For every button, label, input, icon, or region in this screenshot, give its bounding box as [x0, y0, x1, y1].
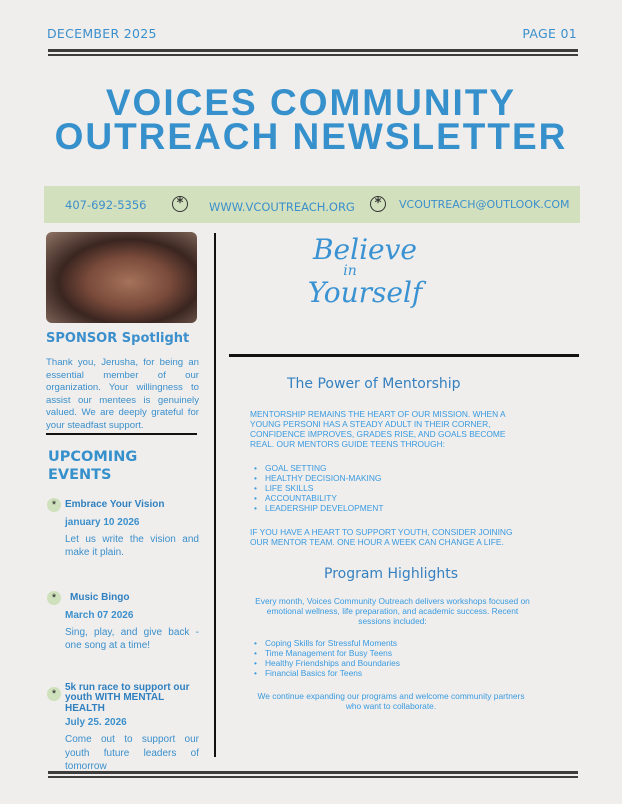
programs-intro: Every month, Voices Community Outreach delivers workshops focused on emotional wellness, life preparation, and academic success. Recent sessions included: — [255, 596, 530, 626]
event-date: january 10 2026 — [65, 516, 140, 528]
list-item: • Healthy Friendships and Boundaries — [250, 658, 535, 668]
mentorship-list — [250, 463, 535, 513]
mentorship-outro: IF YOU HAVE A HEART TO SUPPORT YOUTH, CONSIDER JOINING OUR MENTOR TEAM. ONE HOUR A WEEK CAN CHANGE A LIFE. — [250, 527, 513, 547]
sponsor-heading: SPONSOR Spotlight — [46, 331, 190, 346]
programs-list — [250, 638, 535, 678]
top-divider — [48, 49, 578, 56]
mentorship-intro: MENTORSHIP REMAINS THE HEART OF OUR MISSION. WHEN A YOUNG PERSONI HAS A STEADY ADULT IN THEIR CORNER, CONFIDENCE IMPROVES, GRADES RISE, AND GOALS BECOME REAL. OUR MENTORS GUIDE TEENS THROUGH: — [250, 409, 506, 449]
list-item: • Financial Basics for Teens — [250, 668, 535, 678]
asterisk-icon: * — [47, 687, 61, 701]
phone: 407-692-5356 — [65, 198, 147, 212]
event-title: Music Bingo — [70, 591, 130, 603]
title-line-1: VOICES COMMUNITY — [105, 82, 517, 123]
event-item — [46, 683, 199, 774]
title-line-2: OUTREACH NEWSLETTER — [54, 116, 568, 157]
list-item: • Time Management for Busy Teens — [250, 648, 535, 658]
event-item — [46, 499, 199, 560]
bottom-divider — [48, 771, 578, 778]
event-title: Embrace Your Vision — [65, 498, 165, 510]
section-divider — [229, 354, 579, 357]
newsletter-title — [0, 82, 622, 157]
list-item: • HEALTHY DECISION-MAKING — [250, 473, 535, 483]
programs-heading: Program Highlights — [324, 566, 459, 582]
script-line-3: Yourself — [307, 276, 423, 309]
contact-band — [44, 186, 580, 223]
asterisk-icon: * — [47, 591, 61, 605]
mentorship-heading: The Power of Mentorship — [287, 376, 461, 392]
right-column — [250, 376, 535, 711]
list-item: • Coping Skills for Stressful Moments — [250, 638, 535, 648]
asterisk-icon: * — [47, 498, 61, 512]
email-link[interactable]: VCOUTREACH@OUTLOOK.COM — [399, 198, 570, 211]
script-line-2: in — [343, 263, 357, 279]
list-item: • LEADERSHIP DEVELOPMENT — [250, 503, 535, 513]
event-date: March 07 2026 — [65, 609, 134, 621]
column-divider — [214, 233, 216, 757]
sponsor-divider — [46, 433, 197, 435]
issue-date: DECEMBER 2025 — [47, 26, 157, 41]
programs-outro: We continue expanding our programs and welcome community partners who want to collaborate. — [257, 691, 525, 711]
believe-script — [300, 233, 440, 309]
event-desc: Let us write the vision and make it plain. — [65, 533, 199, 559]
script-line-1: Believe — [312, 233, 417, 266]
left-column — [46, 331, 199, 774]
asterisk-icon: * — [172, 196, 188, 212]
event-item — [46, 592, 199, 653]
event-date: July 25. 2026 — [65, 717, 127, 729]
event-title: 5k run race to support our youth WITH MENTAL HEALTH — [65, 681, 190, 714]
list-item: • GOAL SETTING — [250, 463, 535, 473]
page-number: PAGE 01 — [522, 26, 577, 41]
asterisk-icon: * — [370, 196, 386, 212]
event-desc: Sing, play, and give back - one song at a time! — [65, 626, 199, 652]
sponsor-photo — [46, 232, 197, 323]
event-desc: Come out to support our youth future leaders of tomorrow — [65, 734, 199, 773]
sponsor-text: Thank you, Jerusha, for being an essential member of our organization. Your willingness to assist our mentees is genuinely valued. We are deeply grateful for your steadfast support. — [46, 357, 199, 431]
events-heading: UPCOMING EVENTS — [48, 448, 138, 483]
list-item: • LIFE SKILLS — [250, 483, 535, 493]
list-item: • ACCOUNTABILITY — [250, 493, 535, 503]
website-link[interactable]: WWW.VCOUTREACH.ORG — [209, 200, 355, 214]
